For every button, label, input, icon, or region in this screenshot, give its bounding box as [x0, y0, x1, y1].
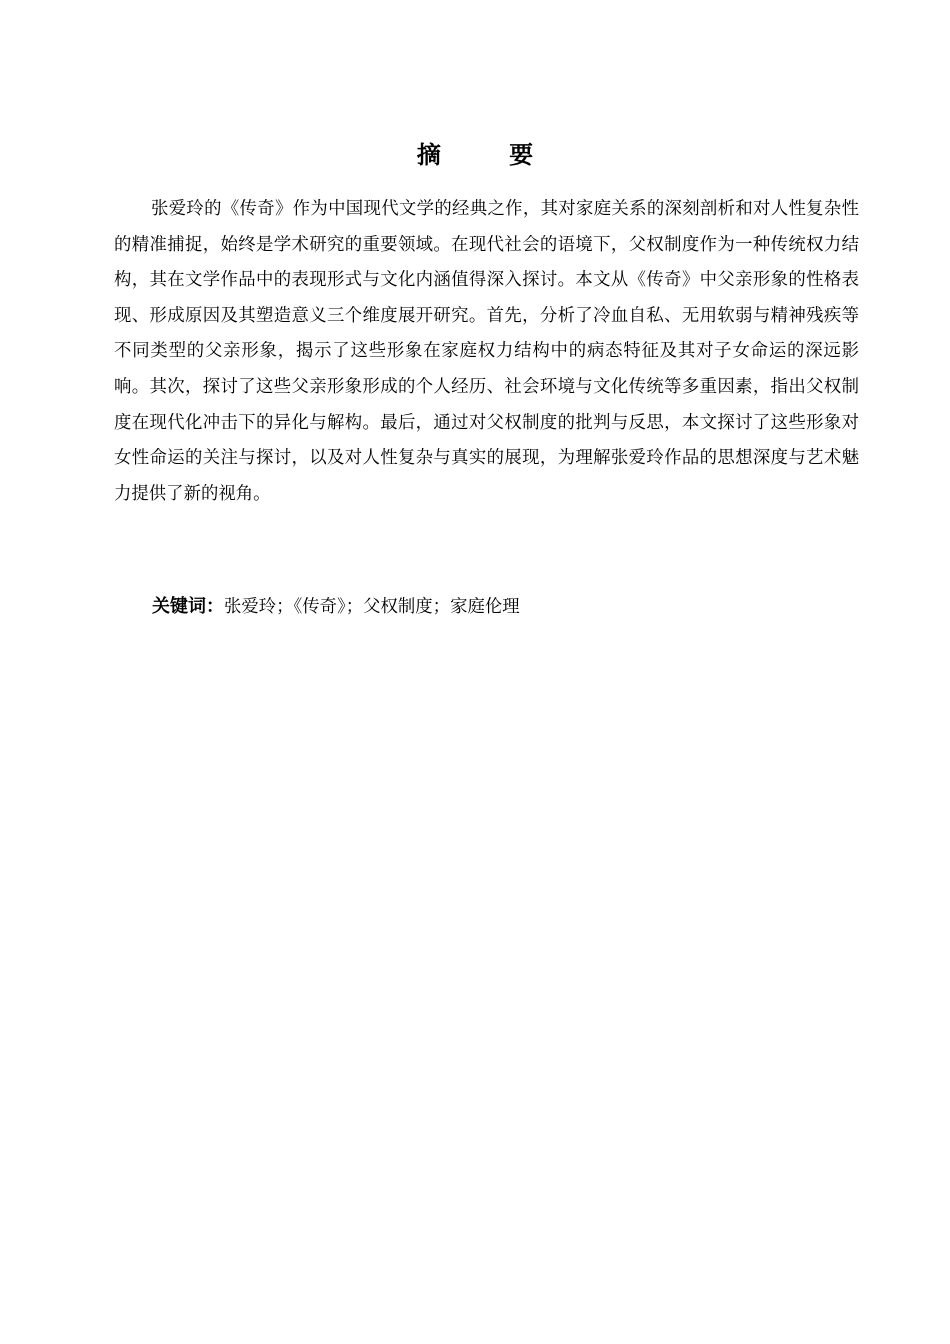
keywords-label: 关键词： — [152, 596, 224, 617]
keywords-text: 张爱玲；《传奇》；父权制度；家庭伦理 — [224, 597, 520, 617]
abstract-body: 张爱玲的《传奇》作为中国现代文学的经典之作，其对家庭关系的深刻剖析和对人性复杂性的精准捕捉，始终是学术研究的重要领域。在现代社会的语境下，父权制度作为一种传统权力结构，其在文学作品中的表现形式与文化内涵值得深入探讨。本文从《传奇》中父亲形象的性格表现、形成原因及其塑造意义三个维度展开研究。首先，分析了冷血自私、无用软弱与精神残疾等不同类型的父亲形象，揭示了这些形象在家庭权力结构中的病态特征及其对子女命运的深远影响。其次，探讨了这些父亲形象形成的个人经历、社会环境与文化传统等多重因素，指出父权制度在现代化冲击下的异化与解构。最后，通过对父权制度的批判与反思，本文探讨了这些形象对女性命运的关注与探讨，以及对人性复杂与真实的展现，为理解张爱玲作品的思想深度与艺术魅力提供了新的视角。 — [114, 199, 859, 504]
keywords-line — [152, 589, 852, 625]
abstract-title: 摘 要 — [416, 141, 564, 169]
